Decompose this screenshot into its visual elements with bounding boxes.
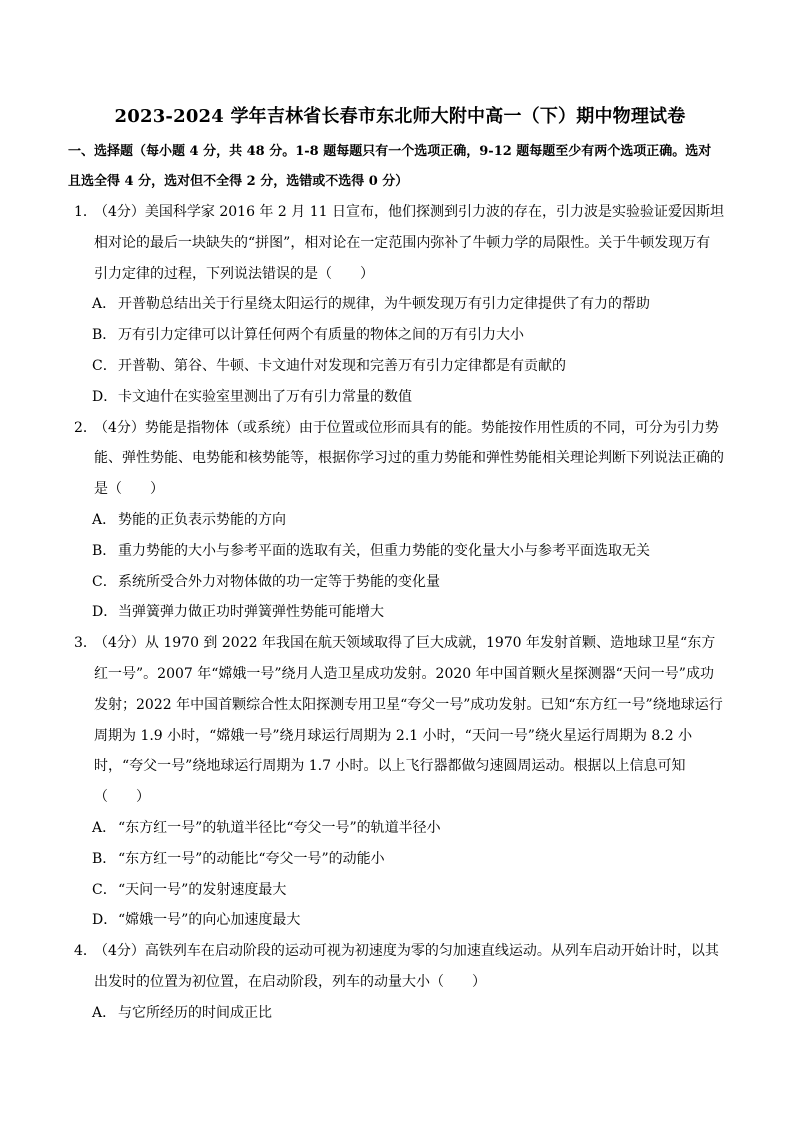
option-d bbox=[76, 382, 724, 413]
option-text: 重力势能的大小与参考平面的选取有关，但重力势能的变化量大小与参考平面选取无关 bbox=[118, 542, 650, 559]
option-label: B． bbox=[92, 327, 117, 344]
section-heading: 一、选择题（每小题 4 分，共 48 分。1-8 题每题只有一个选项正确，9-12 题每题至少有两个选项正确。选对且选全得 4 分，选对但不全得 2 分，选错或不选得 0 分） bbox=[68, 144, 712, 189]
question-stem: （4分）势能是指物体（或系统）由于位置或位形而具有的能。势能按作用性质的不同，可分为引力势能、弹性势能、电势能和核势能等，根据你学习过的重力势能和弹性势能相关理论判断下列说法正确的是（ ） bbox=[94, 419, 724, 498]
option-a bbox=[76, 289, 724, 320]
option-text: 当弹簧弹力做正功时弹簧弹性势能可能增大 bbox=[118, 604, 384, 621]
option-label: D． bbox=[92, 388, 118, 405]
option-text: 势能的正负表示势能的方向 bbox=[118, 511, 286, 528]
option-text: “嫦娥一号”的向心加速度最大 bbox=[118, 912, 301, 929]
option-c bbox=[76, 351, 724, 382]
option-text: 开普勒总结出关于行星绕太阳运行的规律，为牛顿发现万有引力定律提供了有力的帮助 bbox=[118, 296, 650, 313]
question-2 bbox=[76, 413, 724, 505]
question-1 bbox=[76, 197, 724, 289]
question-number: 2． bbox=[74, 419, 97, 436]
exam-title: 2023-2024 学年吉林省长春市东北师大附中高一（下）期中物理试卷 bbox=[114, 106, 686, 127]
option-text: 万有引力定律可以计算任何两个有质量的物体之间的万有引力大小 bbox=[118, 327, 524, 344]
option-label: C． bbox=[92, 881, 117, 898]
option-text: 开普勒、第谷、牛顿、卡文迪什对发现和完善万有引力定律都是有贡献的 bbox=[118, 357, 566, 374]
option-label: A． bbox=[92, 1004, 117, 1021]
option-label: D． bbox=[92, 912, 118, 929]
question-number: 4． bbox=[74, 943, 97, 960]
option-label: B． bbox=[92, 542, 117, 559]
option-label: D． bbox=[92, 604, 118, 621]
question-stem: （4分）高铁列车在启动阶段的运动可视为初速度为零的匀加速直线运动。从列车启动开始计时，以其出发时的位置为初位置，在启动阶段，列车的动量大小（ ） bbox=[94, 943, 719, 990]
option-d bbox=[76, 905, 724, 936]
question-list bbox=[76, 197, 724, 1029]
option-d bbox=[76, 597, 724, 628]
option-c bbox=[76, 567, 724, 598]
option-c bbox=[76, 875, 724, 906]
option-text: “东方红一号”的动能比“夸父一号”的动能小 bbox=[118, 850, 385, 867]
option-label: C． bbox=[92, 573, 117, 590]
option-a bbox=[76, 505, 724, 536]
question-number: 1． bbox=[74, 204, 97, 220]
option-text: 卡文迪什在实验室里测出了万有引力常量的数值 bbox=[118, 388, 412, 405]
question-4 bbox=[76, 936, 724, 998]
question-number: 3． bbox=[74, 635, 97, 652]
option-label: A． bbox=[92, 296, 117, 313]
option-label: A． bbox=[92, 819, 117, 836]
option-b bbox=[76, 320, 724, 351]
option-label: C． bbox=[92, 357, 117, 374]
option-a bbox=[76, 813, 724, 844]
option-b bbox=[76, 844, 724, 875]
question-stem: （4分）从 1970 到 2022 年我国在航天领域取得了巨大成就，1970 年发射首颗、造地球卫星“东方红一号”。2007 年“嫦娥一号”绕月人造卫星成功发射。2020 年中国首颗火星探测器“天问一号”成功发射；2022 年中国首颗综合性太阳探测专用卫星“夸父一号”成功发射。已知“东方红一号”绕地球运行周期为 1.9 小时，“嫦娥一号”绕月球运行周期为 2.1 小时，“天问一号”绕火星运行周期为 8.2 小时，“夸父一号”绕地球运行周期为 1.7 小时。以上飞行器都做匀速圆周运动。根据以上信息可知（ ） bbox=[94, 635, 723, 806]
option-label: B． bbox=[92, 850, 117, 867]
question-stem: （4分）美国科学家 2016 年 2 月 11 日宣布，他们探测到引力波的存在，引力波是实验验证爱因斯坦相对论的最后一块缺失的“拼图”，相对论在一定范围内弥补了牛顿力学的局限性。关于牛顿发现万有引力定律的过程，下列说法错误的是（ ） bbox=[94, 204, 724, 282]
option-b bbox=[76, 536, 724, 567]
option-text: “天问一号”的发射速度最大 bbox=[118, 881, 287, 898]
option-label: A． bbox=[92, 511, 117, 528]
question-3 bbox=[76, 628, 724, 813]
option-text: “东方红一号”的轨道半径比“夸父一号”的轨道半径小 bbox=[118, 819, 441, 836]
option-a bbox=[76, 998, 724, 1029]
option-text: 与它所经历的时间成正比 bbox=[118, 1004, 272, 1021]
option-text: 系统所受合外力对物体做的功一定等于势能的变化量 bbox=[118, 573, 440, 590]
